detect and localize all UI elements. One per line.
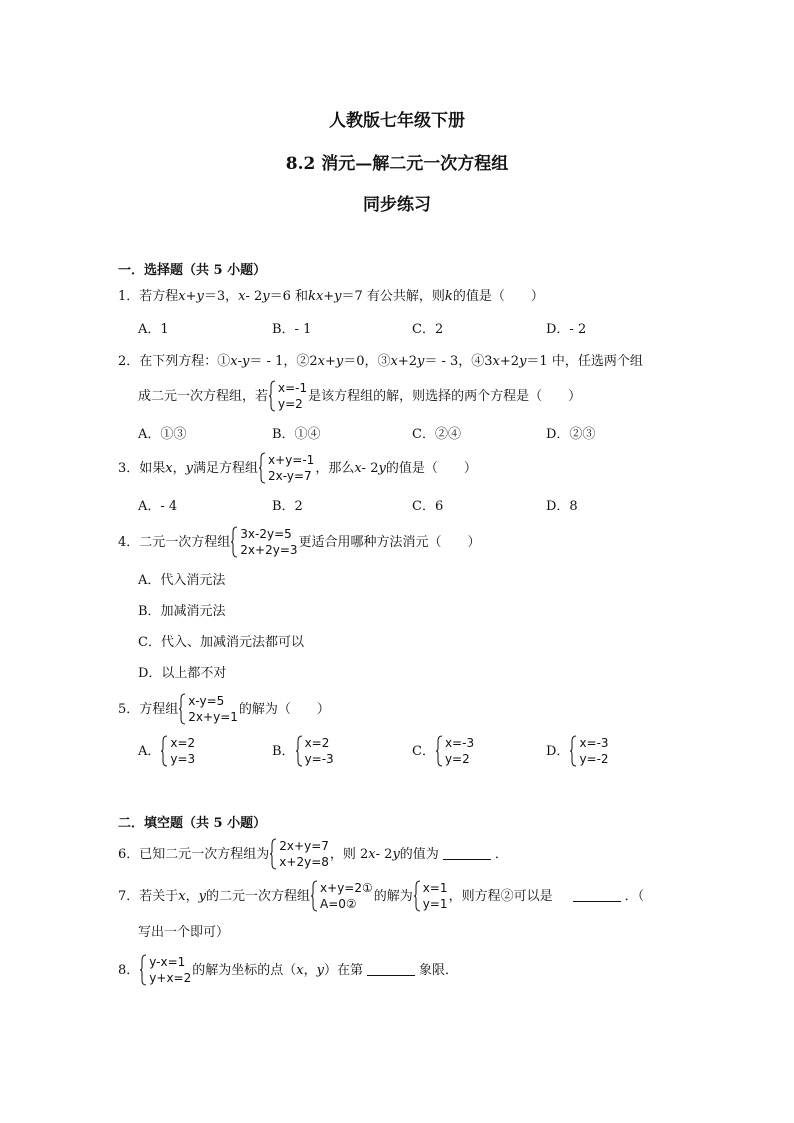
question-number: 5． [118,701,140,717]
page-heading-practice: 同步练习 [363,195,431,215]
left-brace-icon [231,526,238,558]
equation-line: 2x+y=7 [279,839,329,853]
math-var: x [354,460,362,476]
equation-system [270,838,329,870]
equation-line: x=-3 [444,736,475,750]
option-c[interactable]: C．2 [412,322,444,337]
text: ， [303,962,317,978]
option-c[interactable]: C．②④ [412,427,461,442]
equation-line: y=-2 [579,752,609,766]
math-var: x+y [317,354,344,369]
question-number: 2． [118,354,140,369]
option-b[interactable]: B．①④ [272,427,321,442]
equation-line: x=-1 [278,381,308,395]
text: ．（ [624,888,645,904]
text: 的值是（ ） [452,289,544,304]
text: ＝1 中，任选两个组 [526,354,643,369]
math-var: x [230,354,238,369]
text: 若关于 [139,888,179,904]
math-var: x [492,354,500,369]
page-title: 人教版七年级下册 [329,111,465,131]
equation-system [311,880,373,912]
question-1 [118,290,544,303]
option-b[interactable]: B．- 1 [272,322,312,337]
text: 的值是（ ） [385,460,477,476]
text: ， [172,460,186,476]
left-brace-icon [414,880,421,912]
text: ． [494,846,508,862]
equation-line: y-x=1 [149,955,186,969]
equation-line: x=2 [304,736,330,750]
option-d[interactable]: D．以上都不对 [138,666,227,681]
text: +2 [499,354,520,369]
text: 如果 [139,460,166,476]
equation-line: y=2 [278,397,303,411]
text: 的解为 [373,888,413,904]
equation-line: 3x-2y=5 [240,527,292,541]
text: ，则 2 [329,846,369,862]
text: 象限． [418,962,458,978]
question-number: 6． [118,846,140,862]
equation-system [269,380,307,412]
equation-line: A=0② [320,897,357,911]
option-label: B． [272,743,295,759]
question-8 [118,954,458,986]
math-var: x [178,888,186,904]
option-a[interactable]: A．代入消元法 [138,573,226,588]
math-var: x [238,289,246,304]
equation-line: x=-3 [579,736,609,750]
math-var: kx+y [308,289,342,304]
question-number: 1． [118,289,140,304]
math-var: x [296,962,304,978]
text: 是该方程组的解，则选择的两个方程是（ ） [308,388,582,404]
option-c[interactable] [412,735,475,767]
question-number: 4． [118,534,140,550]
option-d[interactable]: D．- 2 [546,322,587,337]
left-brace-icon [436,735,443,767]
equation-line: 2x-y=7 [268,469,312,483]
question-7 [118,880,644,912]
equation-line: y=3 [170,752,196,766]
left-brace-icon [140,954,147,986]
text: 二元一次方程组 [139,534,231,550]
equation-line: x+2y=8 [279,855,329,869]
math-var: y [378,460,386,476]
option-label: D． [546,743,570,759]
question-3 [118,452,477,484]
text: ＝ - 1，②2 [249,354,318,369]
left-brace-icon [296,735,303,767]
math-var: y [242,354,250,369]
math-var: y [416,354,425,369]
question-2-line-2 [138,380,581,412]
equation-line: x+y=-1 [268,453,315,467]
option-b[interactable]: B．加减消元法 [138,604,226,619]
math-var: x [368,846,376,862]
equation-system [436,735,474,767]
answer-blank[interactable] [573,891,621,902]
question-4 [118,526,481,558]
option-a[interactable]: A．①③ [138,427,187,442]
option-d[interactable]: D．②③ [546,427,596,442]
text: - [237,354,243,369]
equation-system [259,452,314,484]
page-subtitle: 8.2 消元—解二元一次方程组 [285,154,509,174]
left-brace-icon [259,452,266,484]
equation-system [161,735,195,767]
option-d[interactable] [546,735,610,767]
text: 的解为（ ） [238,701,330,717]
text: ＝7 有公共解，则 [341,289,445,304]
solution-system [414,880,448,912]
left-brace-icon [269,380,276,412]
answer-blank[interactable] [367,965,415,976]
math-var: y [392,846,400,862]
equation-system [140,954,191,986]
equation-system [296,735,334,767]
text: ，那么 [315,460,355,476]
text: 满足方程组 [193,460,259,476]
left-brace-icon [270,838,277,870]
option-c[interactable]: C．6 [412,499,444,514]
math-var: x+y [178,289,204,304]
equation-system [231,526,297,558]
math-var: k [444,289,453,304]
question-number: 3． [118,460,140,476]
equation-line: x=2 [170,736,196,750]
text: +2 [397,354,417,369]
option-b[interactable]: B．2 [272,499,303,514]
left-brace-icon [570,735,577,767]
equation-line: x+y=2① [320,881,373,895]
equation-line: x-y=5 [188,694,225,708]
text: ＝6 和 [269,289,309,304]
equation-line: y+x=2 [149,971,192,985]
math-var: y [316,962,324,978]
text: 的值为 [399,846,439,862]
option-d[interactable]: D．8 [546,499,578,514]
question-6 [118,838,508,870]
equation-line: x=1 [422,881,448,895]
text: 已知二元一次方程组为 [139,846,270,862]
math-var: x [390,354,398,369]
option-a[interactable]: A．1 [138,322,169,337]
answer-blank[interactable] [443,849,491,860]
equation-line: 2x+y=1 [188,710,238,724]
equation-line: 2x+2y=3 [240,543,298,557]
text: 更适合用哪种方法消元（ ） [298,534,481,550]
text: ）在第 [323,962,363,978]
text: ， [185,888,199,904]
equation-system [179,693,238,725]
text: - 2 [361,460,379,476]
left-brace-icon [179,693,186,725]
option-c[interactable]: C．代入、加减消元法都可以 [138,635,304,650]
text: 若方程 [139,289,179,304]
left-brace-icon [161,735,168,767]
question-number: 7． [118,888,140,904]
text: - 2 [245,289,263,304]
option-label: A． [138,743,161,759]
question-number: 8． [118,962,140,978]
text: 的解为坐标的点（ [192,962,297,978]
question-5 [118,693,330,725]
question-2 [118,355,643,368]
equation-line: y=1 [422,897,448,911]
equation-line: y=-3 [304,752,334,766]
math-var: x [165,460,173,476]
math-var: y [262,289,270,304]
option-label: C． [412,743,435,759]
text: 成二元一次方程组，若 [138,388,269,404]
text: ＝0，③ [343,354,391,369]
text: 在下列方程：① [139,354,231,369]
left-brace-icon [311,880,318,912]
option-b[interactable] [272,735,335,767]
math-var: y [198,888,207,904]
text: ＝ - 3，④3 [424,354,493,369]
text: 方程组 [139,701,179,717]
text: - 2 [375,846,393,862]
section-title-choice: 一．选择题（共 5 小题） [118,263,267,278]
question-7-line-2: 写出一个即可） [138,925,230,940]
option-a[interactable] [138,735,196,767]
equation-system [570,735,608,767]
text: ，则方程②可以是 [448,888,553,904]
section-title-fill-blank: 二．填空题（共 5 小题） [118,816,267,831]
option-a[interactable]: A．- 4 [138,499,178,514]
text: 的二元一次方程组 [206,888,311,904]
equation-line: y=2 [444,752,470,766]
math-var: y [185,460,194,476]
math-var: y [519,354,527,369]
text: ＝3， [203,289,239,304]
